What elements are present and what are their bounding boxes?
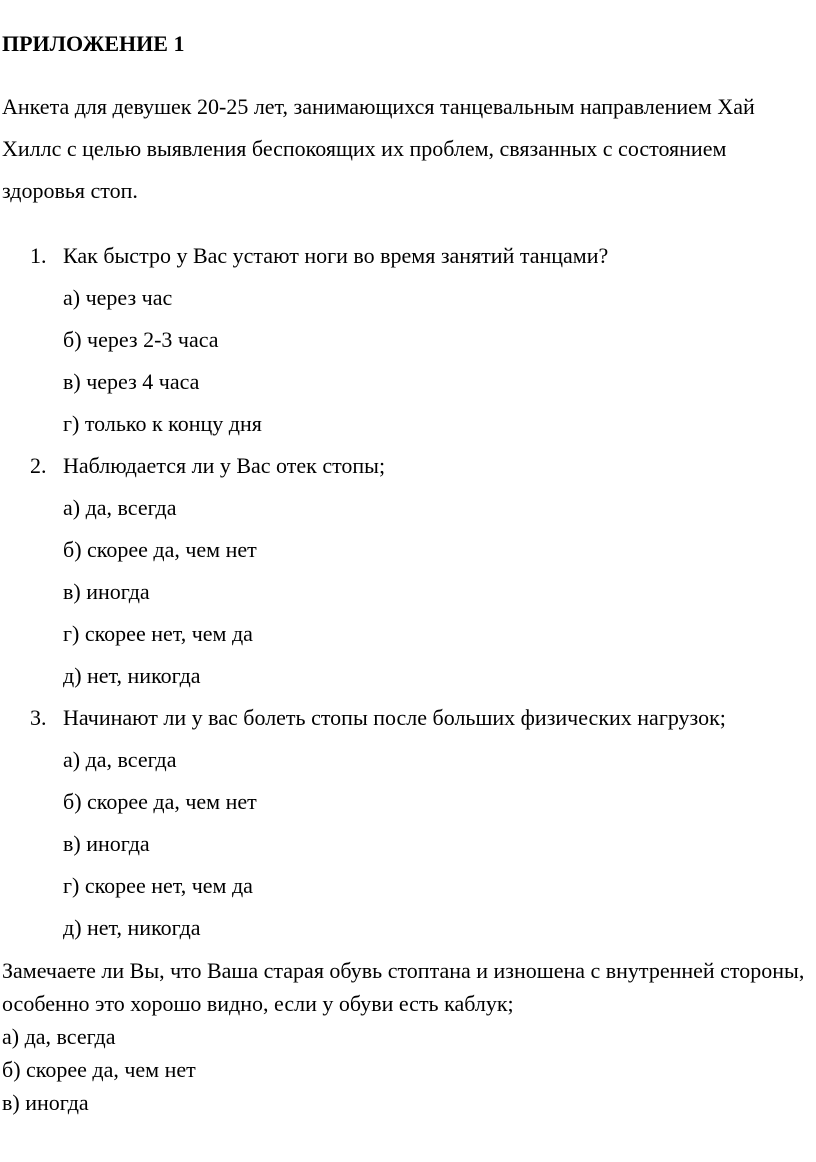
- question-text: Как быстро у Вас устают ноги во время занятий танцами?: [63, 243, 609, 268]
- question-1: [0, 235, 816, 445]
- question-number: 3.: [30, 705, 47, 730]
- answer-option: а) да, всегда: [2, 1024, 116, 1049]
- answer-option: а) да, всегда: [63, 747, 177, 772]
- question-line: [0, 235, 816, 277]
- answer-option: д) нет, никогда: [63, 915, 201, 940]
- question-line: [0, 445, 816, 487]
- question-number: 1.: [30, 243, 47, 268]
- answer-option: б) скорее да, чем нет: [2, 1057, 196, 1082]
- answer-option: а) через час: [63, 285, 173, 310]
- answer-option: г) скорее нет, чем да: [63, 873, 253, 898]
- question-list: [0, 235, 816, 949]
- answer-option: в) через 4 часа: [63, 369, 200, 394]
- question-2: [0, 445, 816, 697]
- answer-options: [0, 487, 816, 697]
- answer-option: б) скорее да, чем нет: [63, 789, 257, 814]
- question-4-options: [2, 1020, 196, 1119]
- question-4-text: Замечаете ли Вы, что Ваша старая обувь стоптана и изношена с внутренней стороны, особенно это хорошо видно, если у обуви есть каблук;: [2, 958, 805, 1016]
- answer-option: в) иногда: [2, 1090, 89, 1115]
- answer-option: в) иногда: [63, 579, 150, 604]
- answer-option: г) скорее нет, чем да: [63, 621, 253, 646]
- survey-intro: Анкета для девушек 20-25 лет, занимающихся танцевальным направлением Хай Хиллс с целью выявления беспокоящих их проблем, связанных с состоянием здоровья стоп.: [2, 94, 755, 203]
- answer-option: б) через 2-3 часа: [63, 327, 219, 352]
- question-line: [0, 697, 816, 739]
- answer-option: б) скорее да, чем нет: [63, 537, 257, 562]
- question-text: Наблюдается ли у Вас отек стопы;: [63, 453, 386, 478]
- appendix-heading: ПРИЛОЖЕНИЕ 1: [2, 31, 185, 56]
- answer-option: г) только к концу дня: [63, 411, 262, 436]
- answer-option: а) да, всегда: [63, 495, 177, 520]
- answer-options: [0, 277, 816, 445]
- answer-option: в) иногда: [63, 831, 150, 856]
- answer-option: д) нет, никогда: [63, 663, 201, 688]
- question-3: [0, 697, 816, 949]
- question-number: 2.: [30, 453, 47, 478]
- question-text: Начинают ли у вас болеть стопы после больших физических нагрузок;: [63, 705, 726, 730]
- answer-options: [0, 739, 816, 949]
